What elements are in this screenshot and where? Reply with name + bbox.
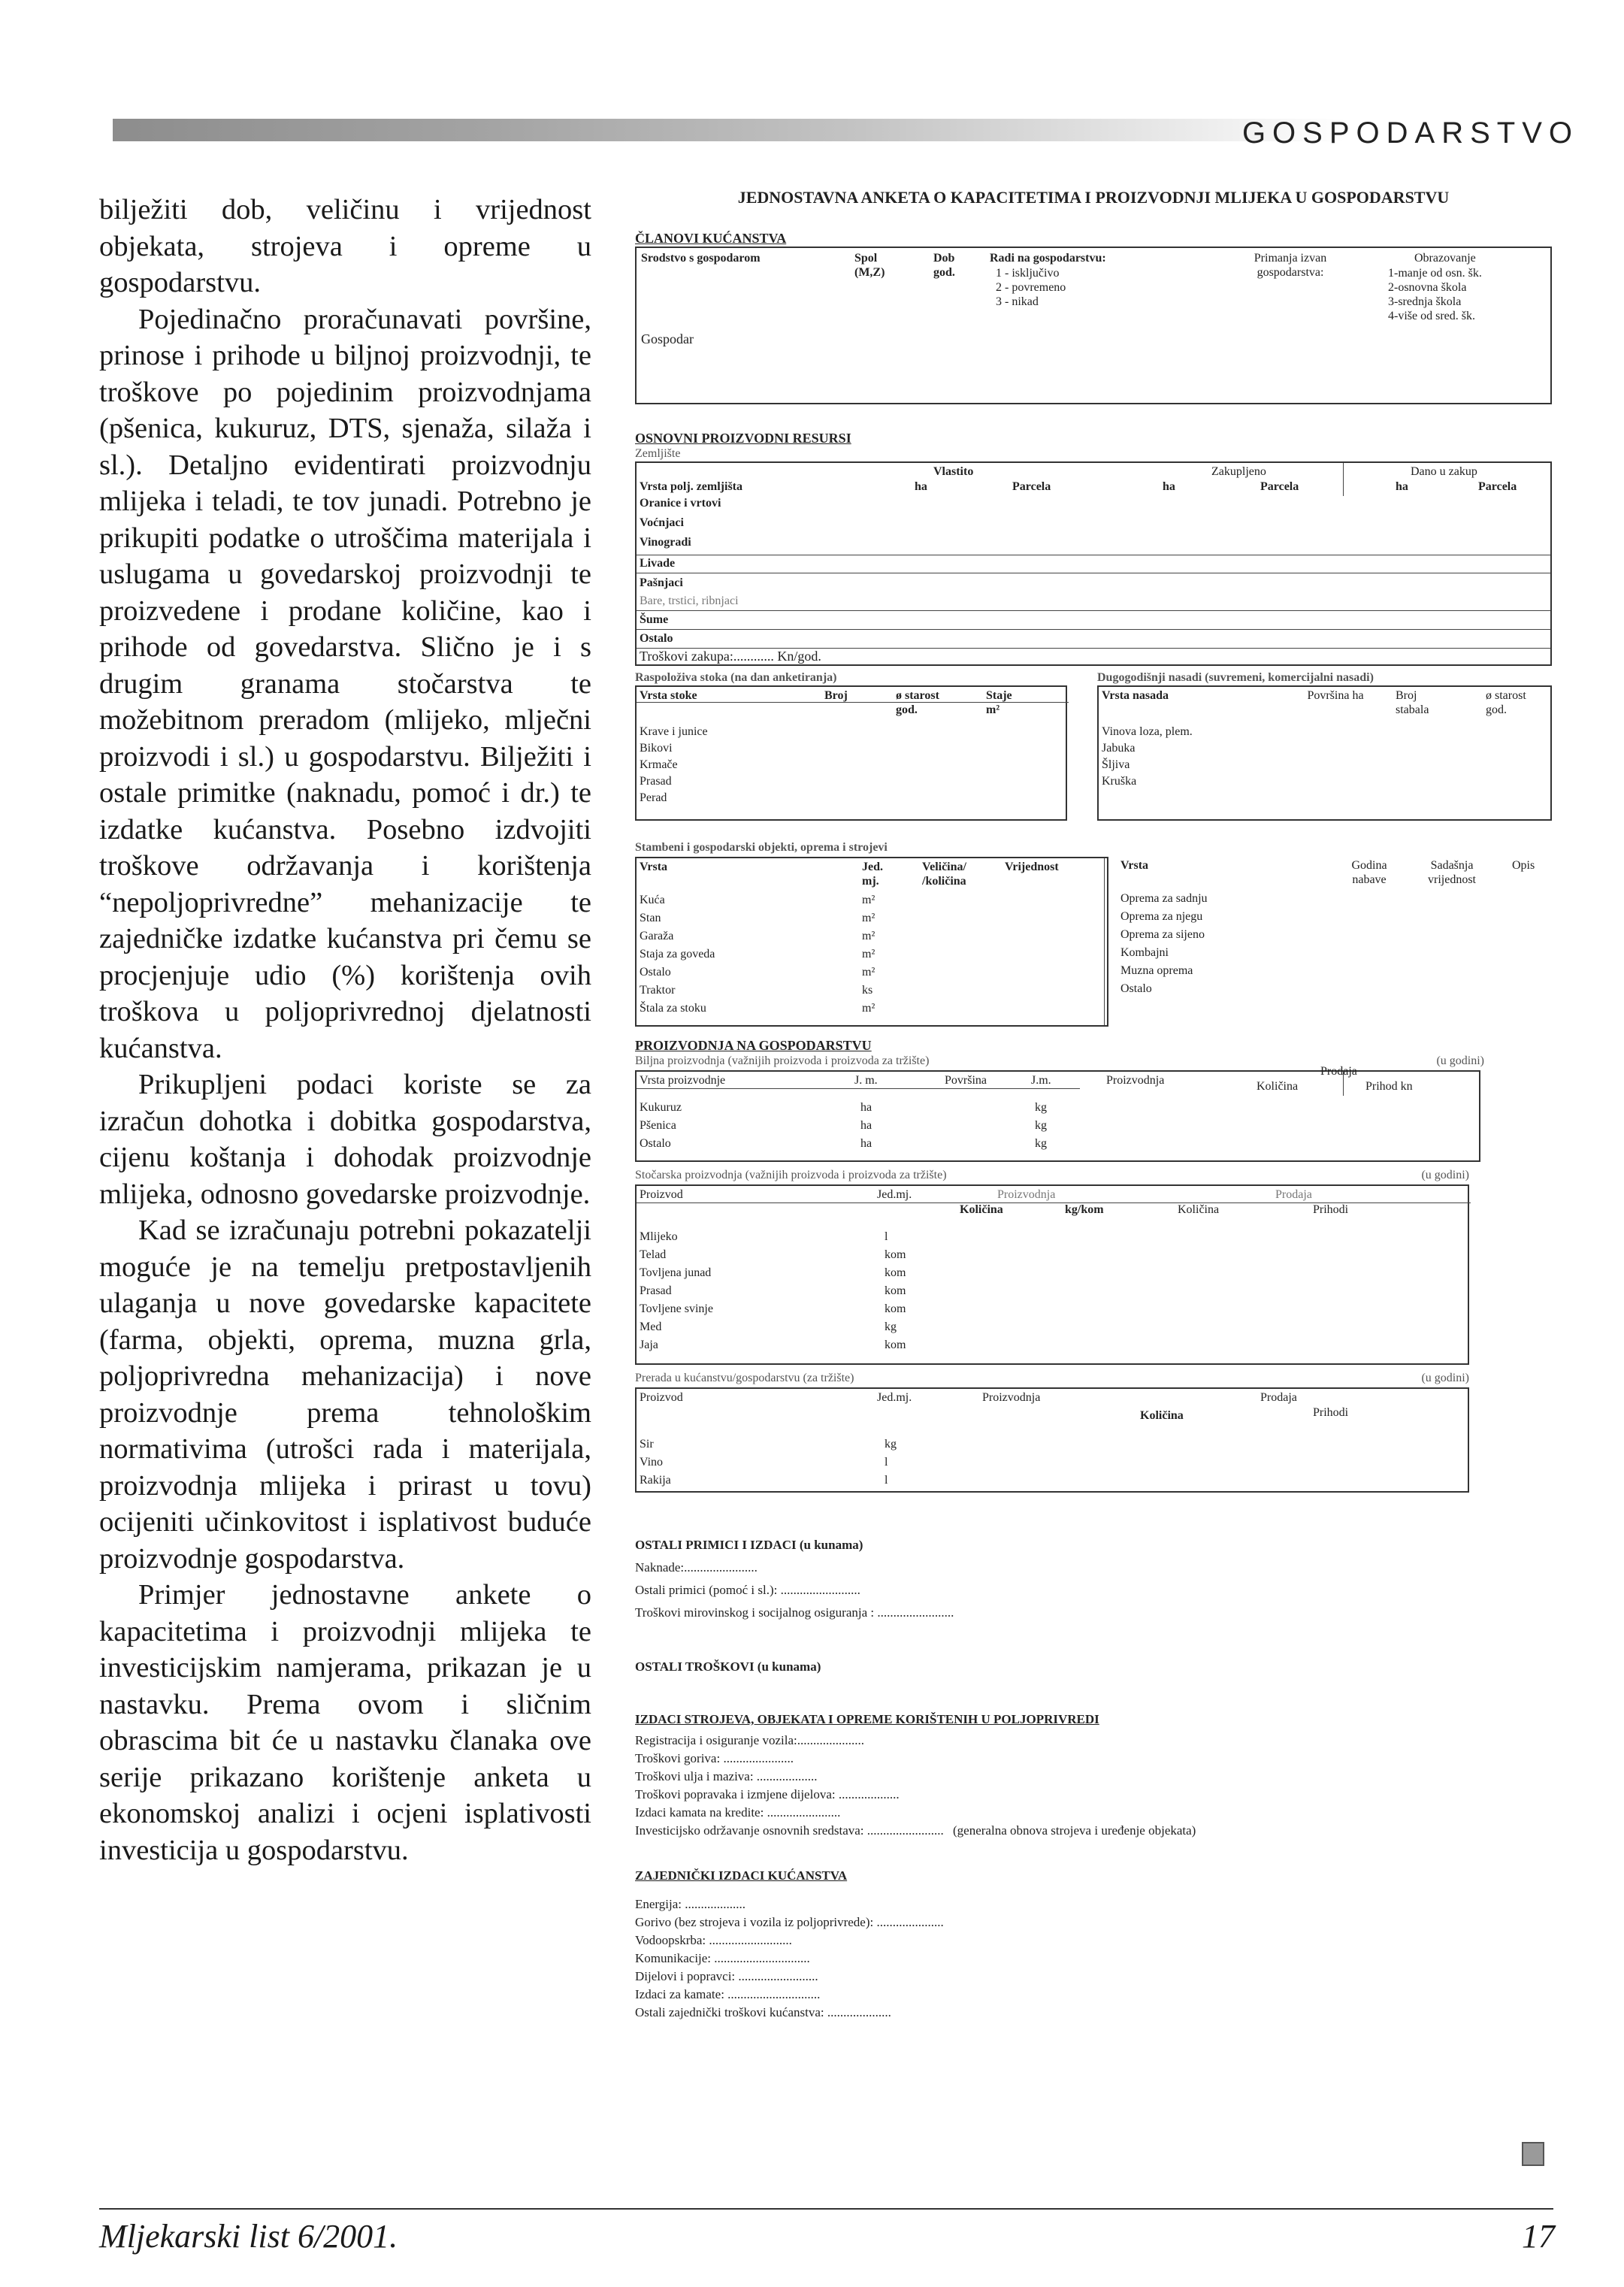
crop-row: Pšenica <box>640 1119 676 1132</box>
year-note: (u godini) <box>1421 1169 1469 1181</box>
form-line: Troškovi popravaka i izmjene dijelova: ................... <box>635 1787 900 1801</box>
building-unit: m² <box>862 1002 876 1015</box>
section-heading: OSTALI PRIMICI I IZDACI (u kunama) <box>635 1538 863 1552</box>
row-head: Vrsta polj. zemljišta <box>640 480 742 493</box>
section-other-income <box>635 1536 1552 1622</box>
col-parcela: Parcela <box>1260 480 1299 493</box>
row-divider <box>637 629 1550 630</box>
processing-unit: l <box>885 1456 888 1469</box>
col-vrsta: Vrsta <box>640 861 668 873</box>
product-row: Jaja <box>640 1339 658 1351</box>
form-line: Naknade:....................... <box>635 1560 758 1575</box>
col-head: Prihodi <box>1313 1406 1349 1419</box>
crop-unit: kg <box>1035 1119 1047 1132</box>
col-ha: ha <box>1396 480 1408 493</box>
section-subheading: Stočarska proizvodnja (važnijih proizvoda i proizvoda za tržište) <box>635 1169 947 1181</box>
form-line: Troškovi goriva: ...................... <box>635 1751 794 1765</box>
col-godina: Godina nabave <box>1351 859 1387 886</box>
col-head: Količina <box>1140 1409 1184 1422</box>
row-divider <box>637 702 1069 703</box>
land-row: Livade <box>640 557 676 570</box>
product-unit: kom <box>885 1302 906 1315</box>
col-head: Površina <box>945 1074 987 1087</box>
page-number: 17 <box>1522 2218 1555 2255</box>
processing-row: Sir <box>640 1438 654 1451</box>
col-vrsta: Vrsta <box>1120 859 1149 872</box>
form-note: (generalna obnova strojeva i uređenje objekata) <box>953 1823 1196 1838</box>
building-unit: m² <box>862 930 876 942</box>
col-head: Prodaja <box>1260 1391 1297 1404</box>
building-unit: m² <box>862 912 876 924</box>
lease-cost: Troškovi zakupa:............ Kn/god. <box>640 649 821 664</box>
building-row: Traktor <box>640 984 676 997</box>
col-head: Prodaja <box>1320 1065 1357 1078</box>
crop-unit: kg <box>1035 1101 1047 1114</box>
form-line: Registracija i osiguranje vozila:..................... <box>635 1733 864 1747</box>
col-dob: Dob god. <box>933 252 955 279</box>
land-row: Ostalo <box>640 632 673 645</box>
article-paragraph: Kad se izračunaju potrebni pokazatelji moguće je na temelju pretpostavljenih ulaganja u nove govedarske kapacitete (farma, objekti, oprema, muzna grla, poljoprivredna mehanizacija) i nove proizvodnje prema tehnološkim normativima (utrošci rada i materijala, proizvodnja mlijeka i prirast u tovu) ocijeniti učinkovitost i isplativost buduće proizvodnje gospodarstva. <box>99 1215 591 1575</box>
livestock-row: Krave i junice <box>640 725 708 738</box>
row-divider <box>637 1088 1080 1089</box>
divider <box>1104 858 1105 1025</box>
col-broj: Broj <box>824 689 848 702</box>
col-head: Proizvod <box>640 1188 683 1201</box>
section-buildings <box>635 840 1552 1028</box>
processing-unit: l <box>885 1474 888 1487</box>
obraz-option: 4-više od sred. šk. <box>1388 310 1475 322</box>
col-head: Proizvod <box>640 1391 683 1404</box>
section-subheading: Stambeni i gospodarski objekti, oprema i strojevi <box>635 841 888 854</box>
radi-option: 2 - povremeno <box>996 281 1066 294</box>
equipment-row: Muzna oprema <box>1120 964 1193 977</box>
building-row: Garaža <box>640 930 674 942</box>
col-parcela: Parcela <box>1478 480 1517 493</box>
section-title: GOSPODARSTVO <box>1241 116 1579 150</box>
equipment-row: Oprema za sijeno <box>1120 928 1205 941</box>
land-row: Voćnjaci <box>640 516 684 529</box>
col-head: J. m. <box>854 1074 878 1087</box>
crop-unit: kg <box>1035 1137 1047 1150</box>
col-head: Proizvodnja <box>1106 1074 1165 1087</box>
divider <box>1343 1072 1344 1096</box>
section-subheading: Raspoloživa stoka (na dan anketiranja) <box>635 671 837 684</box>
col-vrijednost: Vrijednost <box>1005 861 1059 873</box>
form-line: Ostali primici (pomoć i sl.): ......................... <box>635 1583 860 1597</box>
equipment-row: Oprema za sadnju <box>1120 892 1208 905</box>
section-heading: ČLANOVI KUĆANSTVA <box>635 231 787 246</box>
building-row: Kuća <box>640 894 665 906</box>
building-row: Stan <box>640 912 661 924</box>
obraz-option: 2-osnovna škola <box>1388 281 1467 294</box>
col-staje: Staje m² <box>986 689 1012 716</box>
crop-unit: ha <box>860 1101 872 1114</box>
livestock-row: Krmače <box>640 758 678 771</box>
form-line: Gorivo (bez strojeva i vozila iz poljoprivrede): ..................... <box>635 1915 944 1929</box>
form-line: Izdaci za kamate: ............................. <box>635 1987 821 2001</box>
crop-unit: ha <box>860 1137 872 1150</box>
col-povrsina: Površina ha <box>1307 689 1364 702</box>
product-row: Mlijeko <box>640 1230 678 1243</box>
col-head: Prodaja <box>1275 1188 1312 1201</box>
processing-table <box>635 1387 1469 1493</box>
land-row: Oranice i vrtovi <box>640 497 721 510</box>
section-heading: ZAJEDNIČKI IZDACI KUĆANSTVA <box>635 1868 848 1883</box>
crop-row: Ostalo <box>640 1137 671 1150</box>
radi-option: 1 - isključivo <box>996 267 1060 280</box>
article-paragraph: Primjer jednostavne ankete o kapacitetima i proizvodnji mlijeka te investicijskim namjerama, prikazan je u nastavku. Prema ovom i sličnim obrascima bit će u nastavku članaka ove serije prikazano korištenje anketa u ekonomskoj analizi i ocjeni isplativosti investicija u gospodarstvu. <box>99 1579 591 1866</box>
col-vrsta: Vrsta stoke <box>640 689 697 702</box>
col-sadasnja: Sadašnja vrijednost <box>1428 859 1476 886</box>
building-row: Ostalo <box>640 966 671 979</box>
col-zakupljeno: Zakupljeno <box>1211 465 1266 478</box>
livestock-table <box>635 685 1067 821</box>
product-unit: kom <box>885 1266 906 1279</box>
section-subheading: Prerada u kućanstvu/gospodarstvu (za tržište) <box>635 1372 854 1384</box>
article-paragraph: Pojedinačno proračunavati površine, prinose i prihode u biljnoj proizvodnji, te troškove po pojedinim proizvodnjama (pšenica, kukuruz, DTS, sjenaža, silaža i sl.). Detaljno evidentirati proizvodnju mlijeka i teladi, te tov junadi. Potrebno je prikupiti podatke o utroščima materijala i uslugama u govedarskoj proizvodnji te proizvedene i prodane količine, kao i prihode od govedarstva. Slično je i s drugim granama stočarstva te možebitnom preradom (mlijeko, mlječni proizvodi i sl.) u gospodarstvu. Bilježiti i ostale primitke (naknadu, pomoć i dr.) te izdatke kućanstva. Posebno izdvojiti troškove održavanja i korištenja “nepoljoprivredne” mehanizacije te zajedničke izdatke kućanstva pri čemu se procjenjuje udio (%) korištenja ovih troškova u poljoprivrednoj djelatnosti kućanstva. <box>99 303 591 1064</box>
col-starost: ø starost god. <box>896 689 939 716</box>
livestock-row: Prasad <box>640 775 672 788</box>
orchard-row: Vinova loza, plem. <box>1102 725 1193 738</box>
processing-row: Vino <box>640 1456 664 1469</box>
row-gospodar: Gospodar <box>641 331 694 346</box>
article-column <box>99 192 591 1868</box>
col-vlastito: Vlastito <box>933 465 974 478</box>
col-obrazovanje: Obrazovanje <box>1414 252 1476 265</box>
section-livestock-orchards <box>635 670 1552 828</box>
crop-row: Kukuruz <box>640 1101 682 1114</box>
equipment-row: Oprema za njegu <box>1120 910 1203 923</box>
survey-form <box>635 188 1552 2022</box>
col-head: Proizvodnja <box>982 1391 1041 1404</box>
journal-name: Mljekarski list 6/2001. <box>99 2218 398 2255</box>
building-unit: m² <box>862 948 876 960</box>
obraz-option: 1-manje od osn. šk. <box>1388 267 1482 280</box>
form-line: Ostali zajednički troškovi kućanstva: .................... <box>635 2005 891 2019</box>
col-head: Proizvodnja <box>997 1188 1056 1201</box>
product-unit: kom <box>885 1339 906 1351</box>
col-jed: Jed. mj. <box>862 861 883 888</box>
members-table <box>635 247 1552 404</box>
land-row: Pašnjaci <box>640 576 683 589</box>
section-heading: OSTALI TROŠKOVI (u kunama) <box>635 1659 821 1674</box>
form-line: Komunikacije: .............................. <box>635 1951 810 1965</box>
form-line: Troškovi ulja i maziva: ................... <box>635 1769 818 1783</box>
form-line: Troškovi mirovinskog i socijalnog osiguranja : ........................ <box>635 1605 954 1620</box>
row-divider <box>637 1202 1471 1203</box>
land-row: Šume <box>640 613 669 626</box>
orchard-row: Kruška <box>1102 775 1137 788</box>
section-machinery-costs <box>635 1711 1552 1840</box>
building-row: Staja za goveda <box>640 948 715 960</box>
year-note: (u godini) <box>1436 1054 1484 1067</box>
building-unit: ks <box>862 984 873 997</box>
land-row: Vinogradi <box>640 536 691 549</box>
col-spol: Spol (M,Z) <box>854 252 885 279</box>
row-divider <box>637 610 1550 611</box>
building-unit: m² <box>862 966 876 979</box>
section-other-costs <box>635 1658 1552 1676</box>
col-head: Količina <box>1178 1203 1220 1216</box>
col-radi: Radi na gospodarstvu: <box>990 252 1106 265</box>
radi-option: 3 - nikad <box>996 295 1039 308</box>
obraz-option: 3-srednja škola <box>1388 295 1462 308</box>
building-unit: m² <box>862 894 876 906</box>
col-starost: ø starost god. <box>1486 689 1526 716</box>
orchards-table <box>1097 685 1552 821</box>
col-dano: Dano u zakup <box>1411 465 1477 478</box>
section-subheading: Dugogodišnji nasadi (suvremeni, komercijalni nasadi) <box>1097 671 1374 684</box>
land-row: Bare, trstici, ribnjaci <box>640 594 739 607</box>
end-square-icon <box>1522 2142 1544 2166</box>
col-ha: ha <box>915 480 927 493</box>
header-bar <box>113 119 1345 141</box>
col-broj: Broj stabala <box>1396 689 1429 716</box>
col-primanja: Primanja izvan gospodarstva: <box>1254 252 1327 279</box>
livestock-production-table <box>635 1184 1469 1365</box>
form-line: Vodoopskrba: .......................... <box>635 1933 792 1947</box>
divider <box>1343 463 1344 496</box>
section-production <box>635 1037 1552 1493</box>
col-velicina: Veličina/ /količina <box>922 861 966 888</box>
crop-table <box>635 1065 1480 1162</box>
processing-row: Rakija <box>640 1474 671 1487</box>
processing-unit: kg <box>885 1438 897 1451</box>
equipment-row: Ostalo <box>1120 982 1152 995</box>
equipment-row: Kombajni <box>1120 946 1169 959</box>
footer-rule <box>99 2208 1553 2210</box>
section-heading: IZDACI STROJEVA, OBJEKATA I OPREME KORIŠTENIH U POLJOPRIVREDI <box>635 1712 1099 1726</box>
col-srodstvo: Srodstvo s gospodarom <box>641 252 761 265</box>
form-title: JEDNOSTAVNA ANKETA O KAPACITETIMA I PROIZVODNJI MLIJEKA U GOSPODARSTVU <box>737 188 1450 207</box>
col-head: kg/kom <box>1065 1203 1104 1216</box>
section-members <box>635 230 1552 404</box>
livestock-row: Perad <box>640 791 667 804</box>
product-unit: l <box>885 1230 888 1243</box>
equipment-table <box>1117 857 1552 1027</box>
product-row: Tovljene svinje <box>640 1302 713 1315</box>
col-head: Jed.mj. <box>877 1188 912 1201</box>
orchard-row: Jabuka <box>1102 742 1136 755</box>
product-row: Tovljena junad <box>640 1266 712 1279</box>
form-line: Dijelovi i popravci: ......................... <box>635 1969 818 1983</box>
section-heading: OSNOVNI PROIZVODNI RESURSI <box>635 431 851 446</box>
section-heading: PROIZVODNJA NA GOSPODARSTVU <box>635 1038 872 1053</box>
section-household-costs <box>635 1867 1552 2022</box>
col-opis: Opis <box>1512 859 1535 872</box>
livestock-row: Bikovi <box>640 742 673 755</box>
section-subheading: Biljna proizvodnja (važnijih proizvoda i proizvoda za tržište) <box>635 1054 930 1067</box>
col-head: Jed.mj. <box>877 1391 912 1404</box>
product-row: Med <box>640 1320 662 1333</box>
article-paragraph: Prikupljeni podaci koriste se za izračun dohotka i dobitka gospodarstva, cijenu koštanja i dohodak proizvodnje mlijeka, odnosno govedarske proizvodnje. <box>99 1069 591 1210</box>
form-line: Energija: ................... <box>635 1897 745 1911</box>
crop-unit: ha <box>860 1119 872 1132</box>
col-head: Vrsta proizvodnje <box>640 1074 726 1087</box>
section-resources <box>635 430 1552 666</box>
product-row: Telad <box>640 1248 667 1261</box>
product-unit: kg <box>885 1320 897 1333</box>
form-line: Izdaci kamata na kredite: ....................... <box>635 1805 841 1820</box>
col-head: Prihodi <box>1313 1203 1349 1216</box>
col-head: Količina <box>1257 1080 1299 1093</box>
year-note: (u godini) <box>1421 1372 1469 1384</box>
article-paragraph: bilježiti dob, veličinu i vrijednost objekata, strojeva i opreme u gospodarstvu. <box>99 194 591 298</box>
section-subheading: Zemljište <box>635 447 681 460</box>
col-vrsta: Vrsta nasada <box>1102 689 1169 702</box>
col-head: J.m. <box>1031 1074 1051 1087</box>
building-row: Štala za stoku <box>640 1002 706 1015</box>
col-parcela: Parcela <box>1012 480 1051 493</box>
land-table <box>635 461 1552 666</box>
col-head: Količina <box>960 1203 1003 1216</box>
product-unit: kom <box>885 1284 906 1297</box>
col-ha: ha <box>1163 480 1175 493</box>
col-head: Prihod kn <box>1365 1080 1413 1093</box>
orchard-row: Šljiva <box>1102 758 1130 771</box>
buildings-table <box>635 857 1108 1027</box>
form-line: Investicijsko održavanje osnovnih sredstava: ........................ <box>635 1823 944 1838</box>
product-unit: kom <box>885 1248 906 1261</box>
product-row: Prasad <box>640 1284 672 1297</box>
